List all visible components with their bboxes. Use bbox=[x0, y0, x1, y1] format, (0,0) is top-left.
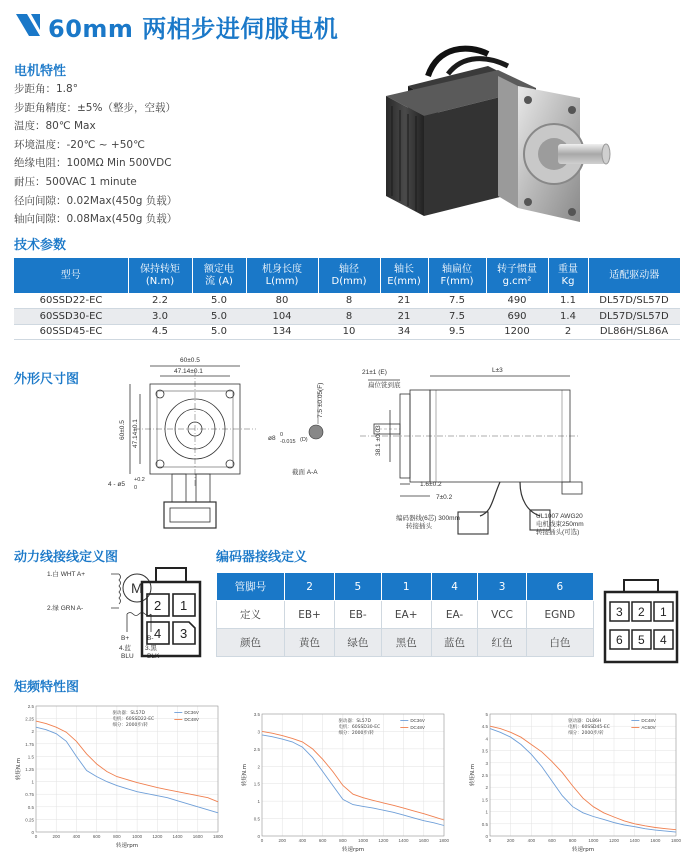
x-tick-label: 200 bbox=[506, 838, 515, 843]
x-tick-label: 800 bbox=[339, 838, 347, 843]
enc-pin-5: 5 bbox=[638, 633, 645, 647]
x-tick-label: 1800 bbox=[438, 838, 450, 843]
chart-info-line: 细分：2000步/转 bbox=[338, 731, 374, 736]
chart-info-line: 驱动器：DL86H bbox=[568, 719, 602, 724]
dim-hole-pitch-v: 47.14±0.1 bbox=[132, 419, 139, 448]
section-encoder-wiring: 编码器接线定义 bbox=[216, 550, 308, 565]
x-tick-label: 1000 bbox=[588, 838, 599, 843]
pin-1: 1 bbox=[180, 598, 188, 613]
dim-flat: 7.5 ±0.05(F) bbox=[317, 382, 324, 418]
y-tick-label: 2.5 bbox=[481, 773, 488, 778]
pin-4: 4 bbox=[154, 626, 162, 641]
x-tick-label: 800 bbox=[113, 834, 121, 839]
wire-a-plus: 1.白 WHT A+ bbox=[47, 571, 85, 578]
section-torque-frequency: 矩频特性图 bbox=[14, 680, 80, 695]
outline-drawing bbox=[100, 352, 680, 542]
tech-params-table bbox=[14, 258, 680, 340]
x-axis-label: 转速rpm bbox=[115, 843, 139, 849]
y-tick-label: 2 bbox=[257, 764, 260, 770]
x-tick-label: 1400 bbox=[629, 838, 640, 843]
y-tick-label: 0.5 bbox=[481, 821, 488, 827]
enc-pin-6: 6 bbox=[616, 633, 623, 647]
y-tick-label: 2 bbox=[31, 729, 34, 735]
spec-radial-play: 径向间隙：0.02Max(450g 负载） bbox=[14, 194, 178, 207]
spec-step-accuracy: 步距角精度：±5%（整步，空载） bbox=[14, 101, 176, 114]
x-tick-label: 600 bbox=[318, 838, 327, 843]
title-check-icon bbox=[14, 12, 40, 38]
torque-chart-3-svg bbox=[468, 706, 680, 854]
front-view bbox=[130, 366, 256, 528]
section-tech-params: 技术参数 bbox=[14, 238, 67, 253]
enc-pin-2: 2 bbox=[638, 605, 645, 619]
legend-label: DC36V bbox=[184, 710, 199, 715]
series-line-1 bbox=[262, 731, 444, 820]
section-dimensions: 外形尺寸图 bbox=[14, 372, 80, 387]
chart-info-line: 电机：60SSD45-EC bbox=[568, 725, 610, 730]
x-tick-label: 600 bbox=[548, 838, 556, 843]
y-axis-label: 转矩N.m bbox=[470, 763, 476, 787]
col-driver: 适配驱动器 bbox=[588, 258, 680, 293]
y-tick-label: 0 bbox=[485, 834, 488, 839]
encoder-table bbox=[216, 572, 594, 657]
x-tick-label: 0 bbox=[260, 838, 264, 843]
y-tick-label: 2.25 bbox=[25, 716, 34, 722]
wire-b-minus-code: BLK bbox=[147, 653, 160, 660]
torque-chart-3 bbox=[468, 706, 680, 854]
spec-withstand-voltage: 耐压：500VAC 1 minute bbox=[14, 175, 137, 188]
x-tick-label: 1200 bbox=[378, 838, 389, 843]
y-tick-label: 1 bbox=[257, 799, 260, 805]
torque-chart-1-svg bbox=[14, 698, 222, 850]
dim-shaft-label: (D) bbox=[300, 437, 308, 443]
col-weight: 重量 Kg bbox=[548, 258, 588, 293]
wire-b-plus-code: BLU bbox=[121, 653, 134, 660]
series-line-1 bbox=[490, 726, 676, 830]
y-tick-label: 2.5 bbox=[253, 746, 260, 752]
x-tick-label: 1400 bbox=[398, 838, 409, 843]
y-tick-label: 3.5 bbox=[481, 748, 488, 754]
y-tick-label: 4.5 bbox=[481, 724, 488, 730]
section-label: 截面 A-A bbox=[292, 469, 318, 476]
dim-1-6: 1.6±0.2 bbox=[420, 481, 442, 488]
chart-info-line: 驱动器：SL57D bbox=[338, 719, 372, 724]
legend-label: DC48V bbox=[410, 725, 425, 730]
dim-shaft-tol-top: 0 bbox=[280, 432, 284, 438]
dim-width: 60±0.5 bbox=[180, 357, 200, 364]
col-body-length: 机身长度 L(mm) bbox=[246, 258, 318, 293]
legend-label: DC48V bbox=[641, 718, 656, 723]
encoder-connector bbox=[602, 578, 680, 666]
torque-chart-2 bbox=[240, 706, 448, 854]
x-tick-label: 1600 bbox=[418, 838, 429, 843]
spec-list bbox=[14, 80, 374, 229]
x-tick-label: 0 bbox=[488, 838, 492, 843]
y-tick-label: 1 bbox=[31, 779, 34, 785]
pin-2: 2 bbox=[154, 598, 162, 613]
x-tick-label: 600 bbox=[92, 834, 101, 839]
dim-shaft-length: 21±1 (E) bbox=[362, 369, 387, 376]
note-power-length: 电机线束250mm bbox=[536, 521, 584, 528]
table-row: 60SSD45-EC 4.5 5.0 134 10 34 9.5 1200 2 DL86H/SL86A bbox=[14, 324, 680, 340]
wire-b-minus-color: 3.黑 bbox=[145, 645, 157, 652]
x-tick-label: 400 bbox=[527, 838, 536, 843]
table-row: 60SSD30-EC 3.0 5.0 104 8 21 7.5 690 1.4 DL57D/SL57D bbox=[14, 309, 680, 325]
series-line-0 bbox=[36, 727, 218, 813]
x-tick-label: 1800 bbox=[212, 834, 224, 839]
chart-info-line: 驱动器：SL57D bbox=[112, 711, 146, 716]
col-shaft-flat: 轴扁位 F(mm) bbox=[428, 258, 486, 293]
y-tick-label: 0.5 bbox=[27, 804, 34, 810]
x-tick-label: 1000 bbox=[132, 834, 143, 839]
page-title: 60mm 两相步进伺服电机 bbox=[48, 15, 339, 43]
x-tick-label: 200 bbox=[52, 834, 60, 839]
y-tick-label: 2 bbox=[485, 785, 488, 791]
motor-image bbox=[368, 36, 620, 232]
series-line-1 bbox=[36, 721, 218, 802]
col-rated-current: 额定电 流 (A) bbox=[192, 258, 246, 293]
table-row: 管脚号 2 5 1 4 3 6 bbox=[217, 573, 594, 601]
x-tick-label: 200 bbox=[278, 838, 286, 843]
series-line-0 bbox=[490, 729, 676, 833]
note-power-cable: UL1007 AWG20 bbox=[536, 513, 583, 520]
col-shaft-diameter: 轴径 D(mm) bbox=[318, 258, 380, 293]
spec-temperature: 温度：80℃ Max bbox=[14, 120, 96, 133]
wire-b-minus: B- bbox=[147, 635, 154, 642]
note-flat-milled: 扁位铣到底 bbox=[368, 382, 401, 389]
x-tick-label: 1200 bbox=[608, 838, 620, 843]
y-tick-label: 2.5 bbox=[27, 704, 34, 709]
table-row: 颜色 黄色 绿色 黑色 蓝色 红色 白色 bbox=[217, 629, 594, 657]
y-tick-label: 0.25 bbox=[25, 817, 34, 823]
dim-holes: 4 - ø5 bbox=[108, 481, 125, 488]
y-tick-label: 4 bbox=[485, 736, 488, 742]
x-tick-label: 1600 bbox=[192, 834, 203, 839]
y-tick-label: 3 bbox=[257, 729, 260, 735]
spec-insulation: 绝缘电阻：100MΩ Min 500VDC bbox=[14, 157, 172, 170]
table-row: 60SSD22-EC 2.2 5.0 80 8 21 7.5 490 1.1 DL57D/SL57D bbox=[14, 293, 680, 309]
x-tick-label: 400 bbox=[298, 838, 307, 843]
y-tick-label: 1.5 bbox=[253, 781, 260, 787]
x-tick-label: 1200 bbox=[152, 834, 163, 839]
wire-a-minus: 2.绿 GRN A- bbox=[47, 605, 84, 612]
torque-chart-2-svg bbox=[240, 706, 448, 854]
legend-label: DC36V bbox=[410, 718, 425, 723]
col-holding-torque: 保持转矩 (N.m) bbox=[128, 258, 192, 293]
y-tick-label: 0 bbox=[31, 830, 34, 835]
chart-info-line: 细分：2000步/转 bbox=[112, 723, 148, 728]
y-tick-label: 1.5 bbox=[27, 754, 34, 760]
legend-label: DC48V bbox=[184, 717, 199, 722]
x-tick-label: 1800 bbox=[670, 838, 682, 843]
y-tick-label: 0 bbox=[257, 834, 260, 839]
dim-height: 60±0.5 bbox=[119, 420, 126, 440]
spec-ambient-temp: 环境温度：-20℃ ~ +50℃ bbox=[14, 138, 145, 151]
enc-pin-4: 4 bbox=[660, 633, 667, 647]
section-motor-features: 电机特性 bbox=[14, 64, 67, 79]
dim-shaft-tol-bot: -0.015 bbox=[280, 439, 296, 445]
col-model: 型号 bbox=[14, 258, 128, 293]
x-tick-label: 0 bbox=[34, 834, 38, 839]
enc-pin-1: 1 bbox=[660, 605, 667, 619]
table-header-row bbox=[14, 258, 680, 293]
x-tick-label: 800 bbox=[568, 838, 577, 843]
power-connector bbox=[138, 564, 204, 664]
legend-label: AC60V bbox=[641, 725, 656, 730]
enc-pin-3: 3 bbox=[616, 605, 623, 619]
spec-axial-play: 轴向间隙：0.08Max(450g 负载） bbox=[14, 213, 178, 226]
dim-7: 7±0.2 bbox=[436, 494, 453, 501]
y-tick-label: 1 bbox=[485, 809, 488, 815]
col-shaft-length: 轴长 E(mm) bbox=[380, 258, 428, 293]
x-tick-label: 1000 bbox=[358, 838, 369, 843]
note-encoder-cable: 编码器线(6芯) 300mm bbox=[396, 515, 460, 522]
dim-holes-tol-top: +0.2 bbox=[134, 477, 145, 483]
y-tick-label: 5 bbox=[485, 712, 488, 717]
x-axis-label: 转速rpm bbox=[341, 847, 365, 853]
x-tick-label: 400 bbox=[72, 834, 81, 839]
dim-holes-tol-bot: 0 bbox=[134, 485, 138, 491]
y-axis-label: 转矩N.m bbox=[242, 763, 248, 787]
dim-boss: 38.1 ±0.03 bbox=[375, 425, 382, 456]
y-tick-label: 0.5 bbox=[253, 816, 260, 822]
torque-chart-1 bbox=[14, 698, 222, 850]
table-row: 定义 EB+ EB- EA+ EA- VCC EGND bbox=[217, 601, 594, 629]
chart-info-line: 电机：60SSD30-EC bbox=[338, 725, 381, 730]
note-encoder-plug: 转接插头 bbox=[406, 523, 432, 530]
dim-hole-pitch: 47.14±0.1 bbox=[174, 368, 203, 375]
y-tick-label: 0.75 bbox=[25, 792, 34, 798]
x-tick-label: 1600 bbox=[650, 838, 661, 843]
y-tick-label: 1.75 bbox=[25, 741, 34, 747]
pin-3: 3 bbox=[180, 626, 188, 641]
motor-symbol: M bbox=[131, 580, 143, 596]
y-axis-label: 转矩N.m bbox=[16, 757, 22, 781]
side-view bbox=[360, 376, 582, 534]
col-rotor-inertia: 转子惯量 g.cm² bbox=[486, 258, 548, 293]
spec-step-angle: 步距角：1.8° bbox=[14, 83, 78, 95]
wire-b-plus: B+ bbox=[121, 635, 130, 642]
note-power-plug: 转接插头(可选) bbox=[536, 529, 580, 536]
x-tick-label: 1400 bbox=[172, 834, 183, 839]
y-tick-label: 3 bbox=[485, 760, 488, 766]
wire-b-plus-color: 4.蓝 bbox=[119, 645, 131, 652]
x-axis-label: 转速rpm bbox=[571, 847, 595, 853]
chart-info-line: 电机：60SSD22-EC bbox=[112, 717, 155, 722]
section-power-wiring: 动力线接线定义图 bbox=[14, 550, 119, 565]
y-tick-label: 1.25 bbox=[25, 767, 34, 772]
y-tick-label: 1.5 bbox=[481, 797, 488, 803]
dim-shaft-diameter: ø8 bbox=[268, 435, 276, 442]
chart-info-line: 细分：2000步/转 bbox=[568, 731, 604, 736]
dim-body-length: L±3 bbox=[492, 367, 503, 374]
y-tick-label: 3.5 bbox=[253, 712, 260, 717]
